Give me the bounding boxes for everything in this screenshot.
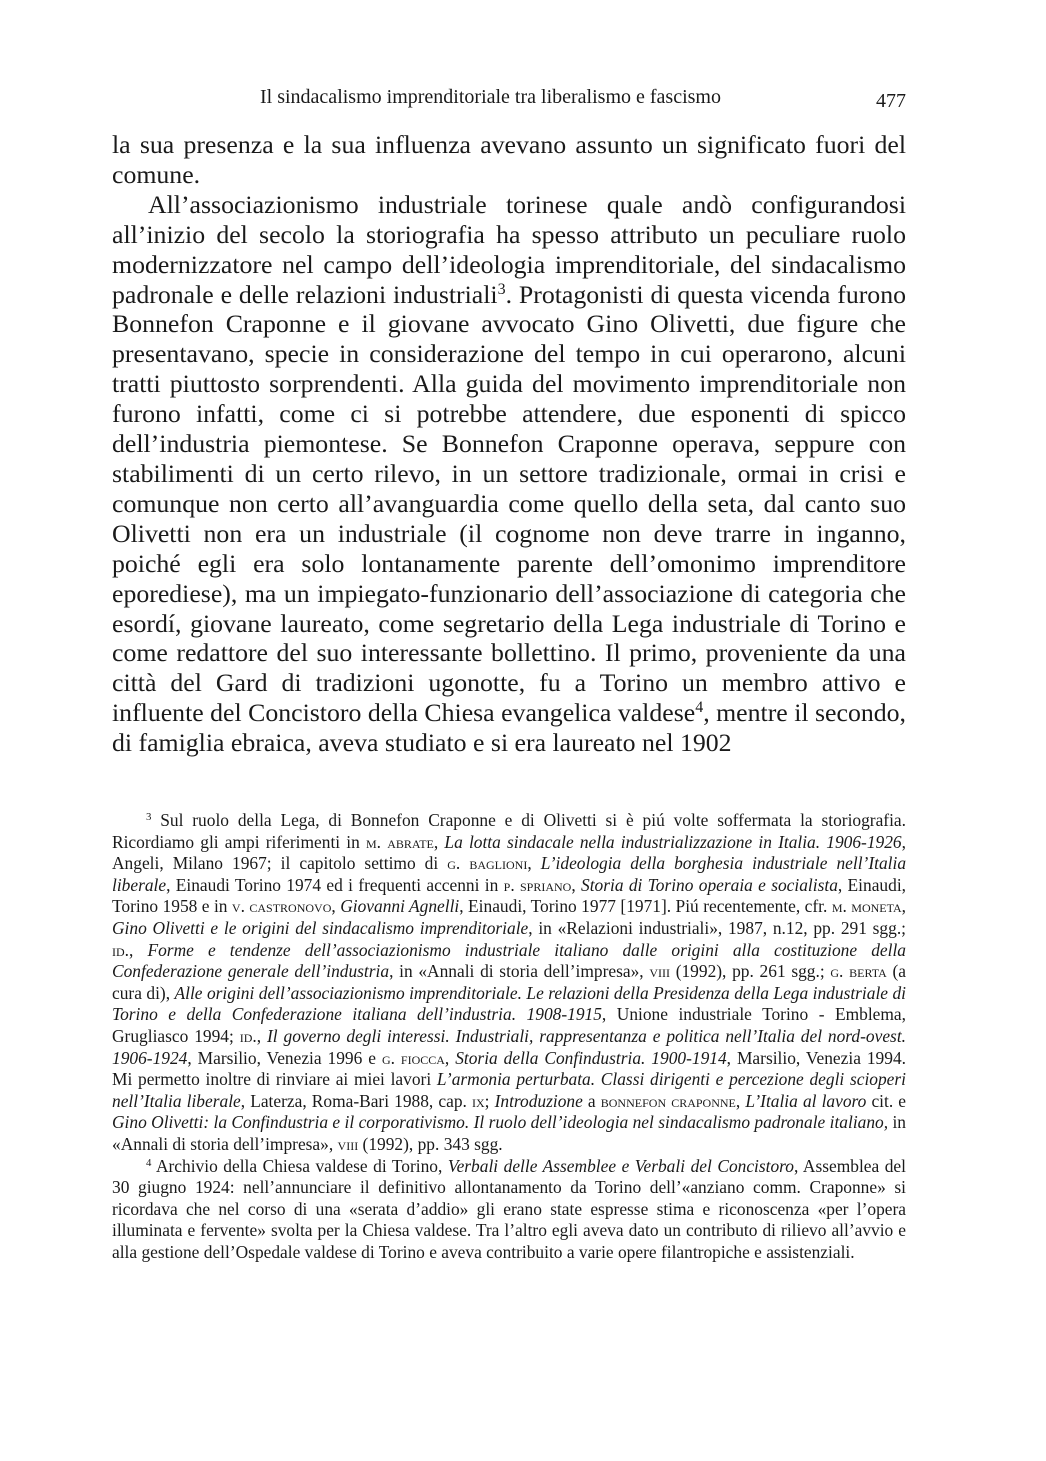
text-run: , Assemblea del 30 giugno 1924: nell’annunciare il definitivo allontanamento da Torino dell’«anziano comm. Craponne» si ricordava che nel corso di una «serata d’addio» gli erano state espresse stima e riconoscenza «per l’opera illuminata e fervente» svolta per la Chiesa valdese. Tra l’altro egli aveva dato un contributo di rilievo all’avvio e alla gestione dell’Ospedale valdese di Torino e aveva contribuito a varie opere filantropiche e assistenziali. [112,1155,906,1262]
small-caps-text: viii [337,1133,359,1154]
text-run: , mentre il secondo, di famiglia ebraica, aveva studiato e si era laureato nel 1902 [112,698,906,758]
text-run: , Unione industriale Torino - Emblema, Grugliasco 1994; [112,1004,906,1046]
italic-text: L’armonia perturbata. Classi dirigenti e percezione degli scioperi nell’Italia liberale [112,1069,906,1111]
small-caps-text: m. moneta [831,896,902,917]
text-run: , Marsilio, Venezia 1994. Mi permetto inoltre di rinviare ai miei lavori [112,1047,906,1090]
italic-text: Storia della Confindustria. 1900-1914 [455,1047,727,1068]
footnote-4 [112,1156,906,1264]
text-run: (1992), pp. 261 sgg.; [669,961,831,982]
note-reference: 4 [146,1156,152,1169]
italic-text: Forme e tendenze dell’associazionismo industriale italiano dalle origini alla costituzione della Confederazione generale dell’industria [112,939,906,982]
text-run: , [527,853,541,874]
text-run: , Laterza, Roma-Bari 1988, cap. [240,1090,472,1111]
text-run: . Protagonisti di questa vicenda furono Bonnefon Craponne e il giovane avvocato Gino Olivetti, due figure che presentavano, specie in considerazione del tempo in cui operarono, alcuni tratti piuttosto sorprendenti. Alla guida del movimento imprenditoriale non furono infatti, come ci si potrebbe attendere, due esponenti di spicco dell’industria piemontese. Se Bonnefon Craponne operava, seppure con stabilimenti di un certo rilevo, in un settore tradizionale, ormai in crisi e comunque non certo all’avanguardia come quello della seta, dal canto suo Olivetti non era un industriale (il cognome non deve trarre in inganno, poiché egli era solo lontanamente parente dell’omonimo imprenditore eporediese), ma un impiegato-funzionario dell’associazione di categoria che esordí, giovane laureato, come segretario della Lega industriale di Torino e come redattore del suo interessante bollettino. Il primo, proveniente da una città del Gard di tradizioni ugonotte, fu a Torino un membro attivo e influente del Concistoro della Chiesa evangelica valdese [112,279,906,728]
italic-text: L’Italia al lavoro [745,1090,867,1111]
text-run: , [571,874,581,895]
running-title: Il sindacalismo imprenditoriale tra liberalismo e fascismo [260,86,721,108]
text-run: , [735,1090,746,1111]
text-run: (a cura di), [112,961,906,1003]
body-paragraph [112,130,906,190]
text-run: , Angeli, Milano 1967; il capitolo settimo di [112,831,906,874]
text-run: , [256,1025,267,1046]
italic-text: Gino Olivetti e le origini del sindacalismo imprenditoriale [112,917,529,938]
italic-text: Verbali delle Assemblee e Verbali del Concistoro [447,1155,794,1176]
small-caps-text: v. castronovo [231,896,332,917]
small-caps-text: g. berta [830,961,887,982]
italic-text: Storia di Torino operaia e socialista [581,874,838,895]
italic-text: Alle origini dell’associazionismo imprenditoriale. Le relazioni della Presidenza della Lega industriale di Torino e della Confederazione italiana dell’industria. 1908-1915 [112,982,906,1025]
note-reference: 3 [146,811,152,824]
text-run: (1992), pp. 343 sgg. [358,1133,503,1154]
text-run: , [444,1047,456,1068]
text-run: , Marsilio, Venezia 1996 e [187,1047,382,1068]
small-caps-text: p. spriano [503,874,572,895]
small-caps-text: g. baglioni [447,853,528,874]
text-run: Sul ruolo della Lega, di Bonnefon Craponne e di Olivetti si è piú volte soffermata la storiografia. Ricordiamo gli ampi riferimenti in [112,810,906,852]
small-caps-text: id. [239,1025,257,1046]
body-paragraph [112,190,906,758]
text-run: a [582,1090,601,1111]
small-caps-text: g. fiocca [381,1047,445,1068]
text-run: , [331,896,341,917]
text-run: cit. e [866,1090,906,1111]
small-caps-text: ix [471,1090,485,1111]
text-run: , [901,896,906,917]
text-run: la sua presenza e la sua influenza avevano assunto un significato fuori del comune. [112,130,906,189]
text-run: , Einaudi Torino 1974 ed i frequenti accenni in [166,874,504,895]
text-run: , Einaudi, Torino 1958 e in [112,874,906,917]
text-run: All’associazionismo industriale torinese quale andò configurandosi all’inizio del secolo la storiografia ha spesso attributo un peculiare ruolo modernizzatore nel campo dell’ideologia imprenditoriale, del sindacalismo padronale e delle relazioni industriali [112,189,906,309]
text-run: in «Annali di storia dell’impresa», [112,1112,907,1154]
text-run: , [129,939,148,960]
italic-text: L’ideologia della borghesia industriale nell’Italia liberale [112,853,907,895]
italic-text: Giovanni Agnelli [340,896,460,917]
page-number: 477 [876,90,906,112]
italic-text: La lotta sindacale nella industrializzazione in Italia. 1906-1926 [444,831,902,852]
small-caps-text: m. abrate [366,831,434,852]
footnotes [112,810,906,1263]
body-text [112,130,906,758]
italic-text: Introduzione [494,1090,583,1111]
text-run: Archivio della Chiesa valdese di Torino, [151,1155,448,1176]
text-run: , [433,831,445,852]
small-caps-text: bonnefon craponne [600,1090,736,1111]
small-caps-text: viii [649,961,670,982]
text-run: , Einaudi, Torino 1977 [1971]. Piú recentemente, cfr. [459,896,832,917]
text-run: ; [484,1090,495,1111]
italic-text: Il governo degli interessi. Industriali, rappresentanza e politica nell’Italia del nord-ovest. 1906-1924 [112,1025,906,1068]
note-reference: 4 [695,699,704,717]
note-reference: 3 [497,280,506,298]
text-run: , in «Relazioni industriali», 1987, n.12, pp. 291 sgg.; [528,917,906,938]
footnote-3 [112,810,906,1156]
running-head [112,84,906,114]
small-caps-text: id. [112,939,130,960]
italic-text: Gino Olivetti: la Confindustria e il corporativismo. Il ruolo dell’ideologia nel sindacalismo padronale italiano, [112,1112,889,1133]
text-run: , in «Annali di storia dell’impresa», [389,961,650,982]
